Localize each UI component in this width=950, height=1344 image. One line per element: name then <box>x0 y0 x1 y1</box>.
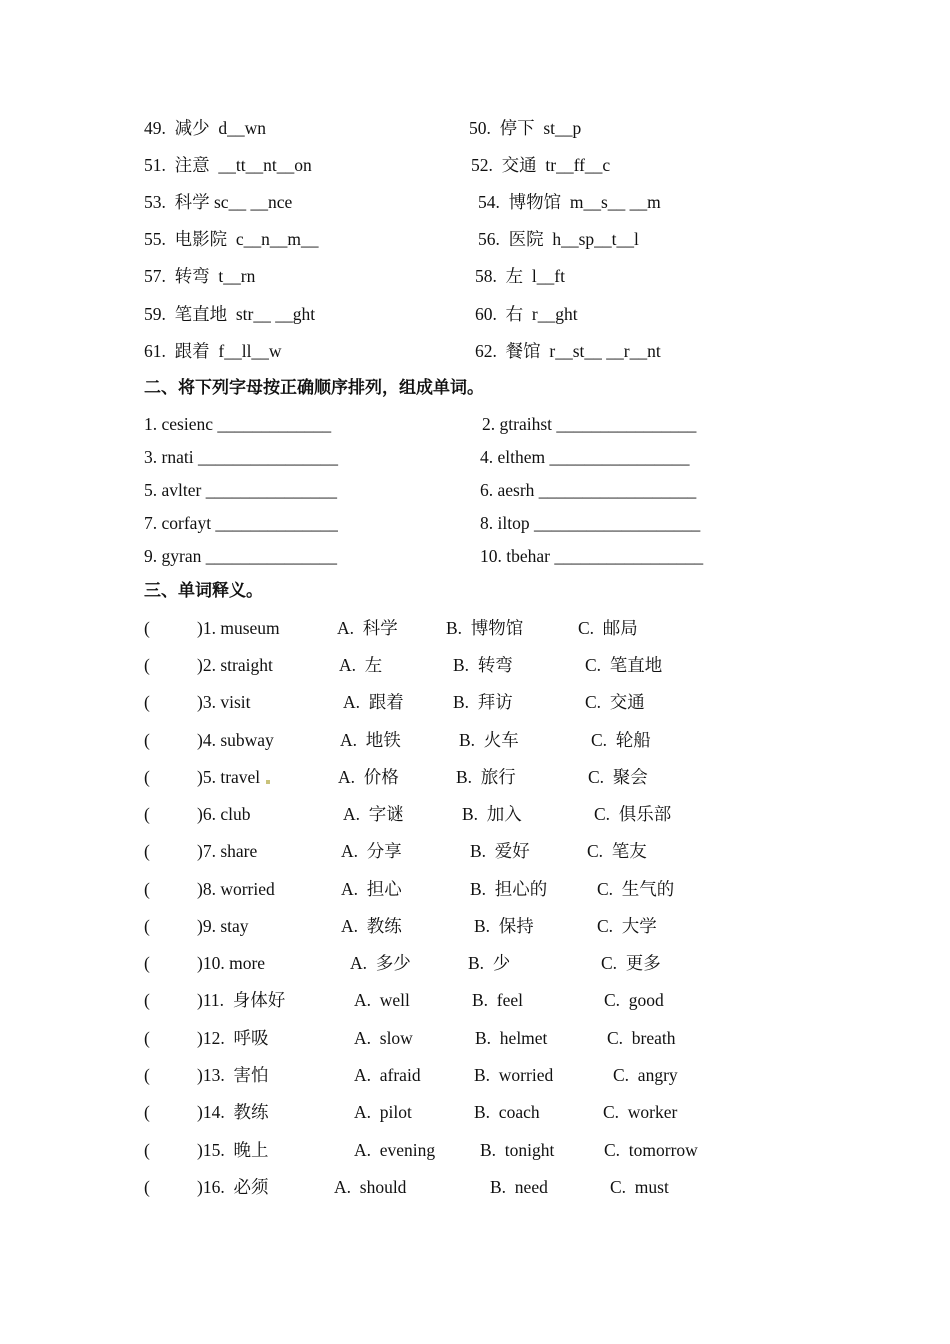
option-a: A. 地铁 <box>340 730 401 750</box>
option-a: A. 多少 <box>350 953 411 973</box>
option-c: C. 轮船 <box>591 730 651 750</box>
option-b: B. feel <box>472 990 524 1010</box>
item-58: 58. 左 l__ft <box>475 266 565 286</box>
option-a: A. 价格 <box>338 767 399 787</box>
question: )5. travel <box>197 767 261 787</box>
item-61: 61. 跟着 f__ll__w <box>144 341 282 361</box>
option-a: A. evening <box>354 1140 436 1160</box>
option-b: B. tonight <box>480 1140 555 1160</box>
option-c: C. 笔友 <box>587 841 647 861</box>
option-b: B. 火车 <box>459 730 519 750</box>
item-53: 53. 科学 sc__ __nce <box>144 192 293 212</box>
bracket: ( <box>144 1028 150 1048</box>
bracket: ( <box>144 730 150 750</box>
question: )14. 教练 <box>197 1102 269 1122</box>
question: )11. 身体好 <box>197 990 286 1010</box>
section2-title: 二、将下列字母按正确顺序排列，组成单词。 <box>144 378 484 397</box>
question: )2. straight <box>197 655 273 675</box>
question: )9. stay <box>197 916 249 936</box>
section3-title: 三、单词释义。 <box>144 581 263 600</box>
option-b: B. worried <box>474 1065 554 1085</box>
bracket: ( <box>144 990 150 1010</box>
item-54: 54. 博物馆 m__s__ __m <box>478 192 661 212</box>
option-b: B. 旅行 <box>456 767 516 787</box>
option-c: C. 更多 <box>601 953 661 973</box>
option-b: B. 爱好 <box>470 841 530 861</box>
question: )3. visit <box>197 692 251 712</box>
scramble-3: 3. rnati ________________ <box>144 447 338 467</box>
option-b: B. 博物馆 <box>446 618 524 638</box>
option-a: A. 教练 <box>341 916 402 936</box>
option-a: A. 字谜 <box>343 804 404 824</box>
option-a: A. afraid <box>354 1065 421 1085</box>
option-c: C. 聚会 <box>588 767 648 787</box>
scramble-6: 6. aesrh __________________ <box>480 480 697 500</box>
option-a: A. should <box>334 1177 407 1197</box>
option-b: B. 加入 <box>462 804 522 824</box>
option-c: C. breath <box>607 1028 676 1048</box>
scramble-10: 10. tbehar _________________ <box>480 546 704 566</box>
item-55: 55. 电影院 c__n__m__ <box>144 229 319 249</box>
bracket: ( <box>144 655 150 675</box>
item-59: 59. 笔直地 str__ __ght <box>144 304 316 324</box>
bracket: ( <box>144 916 150 936</box>
scramble-8: 8. iltop ___________________ <box>480 513 701 533</box>
scramble-4: 4. elthem ________________ <box>480 447 690 467</box>
option-c: C. 俱乐部 <box>594 804 672 824</box>
stray-mark <box>266 780 270 784</box>
option-a: A. 科学 <box>337 618 398 638</box>
bracket: ( <box>144 841 150 861</box>
option-c: C. 笔直地 <box>585 655 663 675</box>
item-50: 50. 停下 st__p <box>469 118 582 138</box>
bracket: ( <box>144 767 150 787</box>
option-a: A. 跟着 <box>343 692 404 712</box>
question: )8. worried <box>197 879 275 899</box>
item-49: 49. 减少 d__wn <box>144 118 267 138</box>
option-a: A. slow <box>354 1028 413 1048</box>
question: )12. 呼吸 <box>197 1028 269 1048</box>
bracket: ( <box>144 804 150 824</box>
option-c: C. good <box>604 990 664 1010</box>
option-a: A. well <box>354 990 410 1010</box>
question: )4. subway <box>197 730 274 750</box>
bracket: ( <box>144 953 150 973</box>
item-60: 60. 右 r__ght <box>475 304 578 324</box>
item-51: 51. 注意 __tt__nt__on <box>144 155 312 175</box>
option-b: B. 转弯 <box>453 655 513 675</box>
question: )7. share <box>197 841 258 861</box>
item-62: 62. 餐馆 r__st__ __r__nt <box>475 341 661 361</box>
option-a: A. pilot <box>354 1102 412 1122</box>
option-b: B. need <box>490 1177 548 1197</box>
scramble-9: 9. gyran _______________ <box>144 546 337 566</box>
item-57: 57. 转弯 t__rn <box>144 266 256 286</box>
option-b: B. helmet <box>475 1028 548 1048</box>
item-52: 52. 交通 tr__ff__c <box>471 155 611 175</box>
scramble-7: 7. corfayt ______________ <box>144 513 338 533</box>
option-a: A. 左 <box>339 655 383 675</box>
option-b: B. 担心的 <box>470 879 548 899</box>
question: )6. club <box>197 804 251 824</box>
question: )15. 晚上 <box>197 1140 269 1160</box>
option-a: A. 分享 <box>341 841 402 861</box>
question: )1. museum <box>197 618 280 638</box>
option-b: B. 拜访 <box>453 692 513 712</box>
bracket: ( <box>144 1140 150 1160</box>
question: )10. more <box>197 953 266 973</box>
option-c: C. 大学 <box>597 916 657 936</box>
bracket: ( <box>144 879 150 899</box>
option-c: C. worker <box>603 1102 678 1122</box>
option-b: B. 保持 <box>474 916 534 936</box>
bracket: ( <box>144 1102 150 1122</box>
option-c: C. 邮局 <box>578 618 638 638</box>
item-56: 56. 医院 h__sp__t__l <box>478 229 639 249</box>
option-c: C. 生气的 <box>597 879 675 899</box>
scramble-5: 5. avlter _______________ <box>144 480 337 500</box>
bracket: ( <box>144 618 150 638</box>
option-c: C. angry <box>613 1065 678 1085</box>
option-c: C. 交通 <box>585 692 645 712</box>
option-a: A. 担心 <box>341 879 402 899</box>
scramble-1: 1. cesienc _____________ <box>144 414 332 434</box>
option-b: B. 少 <box>468 953 511 973</box>
bracket: ( <box>144 1065 150 1085</box>
bracket: ( <box>144 692 150 712</box>
option-c: C. must <box>610 1177 669 1197</box>
question: )16. 必须 <box>197 1177 269 1197</box>
scramble-2: 2. gtraihst ________________ <box>482 414 697 434</box>
bracket: ( <box>144 1177 150 1197</box>
option-b: B. coach <box>474 1102 540 1122</box>
option-c: C. tomorrow <box>604 1140 698 1160</box>
question: )13. 害怕 <box>197 1065 269 1085</box>
